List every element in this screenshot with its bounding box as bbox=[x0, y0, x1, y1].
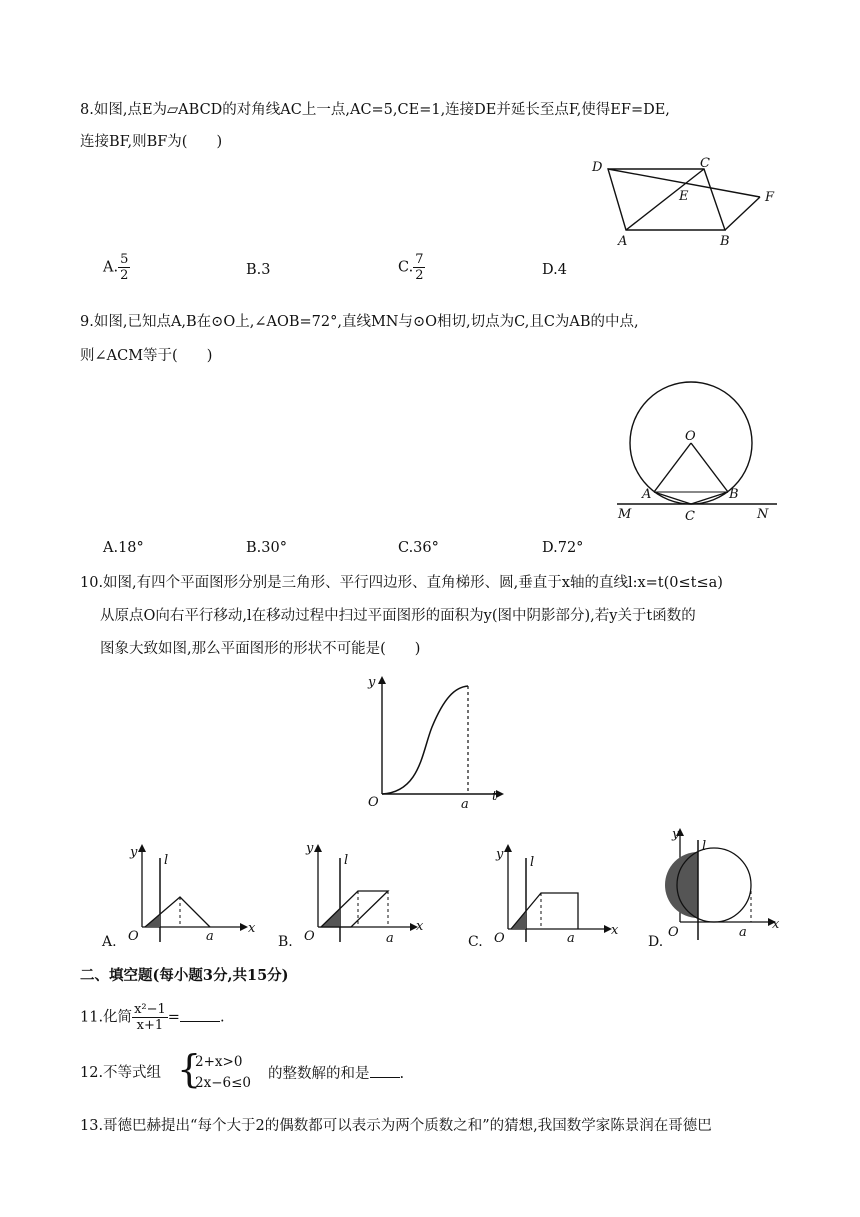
q8-line1: 8.如图,点E为▱ABCD的对角线AC上一点,AC=5,CE=1,连接DE并延长至点F,使得EF=DE, bbox=[80, 102, 670, 118]
q10-a-label-O: O bbox=[128, 929, 139, 944]
q10-graph-label-a: a bbox=[461, 797, 469, 812]
q10-option-a-triangle bbox=[100, 838, 260, 953]
q10-option-a-label: A. bbox=[102, 934, 117, 950]
q10-graph-label-O: O bbox=[368, 795, 379, 810]
q8-label-C: C bbox=[700, 156, 710, 171]
q10-option-b-label: B. bbox=[278, 934, 293, 950]
q8-option-a: A. $\frac{5}{2}$ bbox=[103, 252, 129, 283]
q10-a-label-x: x bbox=[248, 921, 256, 936]
q10-line2: 从原点O向右平行移动,l在移动过程中扫过平面图形的面积为y(图中阴影部分),若y关于t函数的 bbox=[100, 608, 696, 624]
q10-c-label-y: y bbox=[496, 847, 504, 862]
q10-d-label-y: y bbox=[672, 827, 680, 842]
q9-label-B: B bbox=[729, 487, 739, 502]
q9-option-b: B.30° bbox=[246, 540, 287, 556]
q11-fraction: $\frac{\text{x²−1}}{x+1}$ bbox=[134, 1002, 166, 1033]
q10-option-b-parallelogram bbox=[276, 838, 426, 953]
q12-ineq2: 2x−6≤0 bbox=[195, 1075, 252, 1091]
q10-d-label-O: O bbox=[668, 925, 679, 940]
q9-label-O: O bbox=[685, 429, 696, 444]
q9-option-d: D.72° bbox=[542, 540, 584, 556]
q10-a-label-l: l bbox=[164, 853, 169, 868]
q8-option-d: D.4 bbox=[542, 262, 567, 278]
q12-ineq1: 2+x>0 bbox=[195, 1054, 243, 1070]
q8-line2: 连接BF,则BF为( ) bbox=[80, 134, 223, 150]
q9-label-A: A bbox=[642, 487, 652, 502]
q9-label-M: M bbox=[618, 507, 632, 522]
q10-option-c-label: C. bbox=[468, 934, 483, 950]
q8-label-F: F bbox=[765, 190, 775, 205]
q9-circle-figure bbox=[612, 380, 782, 525]
q9-line1: 9.如图,已知点A,B在⊙O上,∠AOB=72°,直线MN与⊙O相切,切点为C,且C为AB的中点, bbox=[80, 314, 639, 330]
q12-answer-blank[interactable] bbox=[370, 1063, 400, 1078]
q11: 11.化简 $\frac{\text{x²−1}}{x+1}$ = . bbox=[80, 1002, 225, 1033]
q10-option-d-label: D. bbox=[648, 934, 664, 950]
q10-line1: 10.如图,有四个平面图形分别是三角形、平行四边形、直角梯形、圆,垂直于x轴的直线l:x=t(0≤t≤a) bbox=[80, 575, 723, 591]
q10-a-label-y: y bbox=[130, 845, 138, 860]
q9-option-c: C.36° bbox=[398, 540, 439, 556]
q10-c-label-O: O bbox=[494, 931, 505, 946]
q10-c-label-l: l bbox=[530, 855, 535, 870]
q9-option-a: A.18° bbox=[103, 540, 144, 556]
q10-b-label-y: y bbox=[306, 841, 314, 856]
q10-d-label-l: l bbox=[702, 839, 707, 854]
q10-option-d-circle bbox=[646, 822, 796, 952]
q10-c-label-x: x bbox=[611, 923, 619, 938]
q8-option-b: B.3 bbox=[246, 262, 271, 278]
q10-b-label-O: O bbox=[304, 929, 315, 944]
q10-b-label-x: x bbox=[416, 919, 424, 934]
q8-label-B: B bbox=[720, 234, 730, 249]
q12-suffix-line: 的整数解的和是 . bbox=[268, 1063, 404, 1084]
q12-prefix: 12.不等式组 bbox=[80, 1065, 162, 1081]
q8-option-c: C. $\frac{7}{2}$ bbox=[398, 252, 424, 283]
q11-answer-blank[interactable] bbox=[180, 1007, 220, 1022]
q10-line3: 图象大致如图,那么平面图形的形状不可能是( ) bbox=[100, 641, 421, 657]
section-2-title: 二、填空题(每小题3分,共15分) bbox=[80, 967, 289, 984]
q10-b-label-l: l bbox=[344, 853, 349, 868]
q13-line1: 13.哥德巴赫提出“每个大于2的偶数都可以表示为两个质数之和”的猜想,我国数学家陈景润在哥德巴 bbox=[80, 1118, 712, 1134]
q10-d-label-x: x bbox=[772, 917, 780, 932]
q10-c-label-a: a bbox=[567, 931, 575, 946]
q9-label-N: N bbox=[757, 507, 769, 522]
q8-parallelogram-figure bbox=[580, 155, 790, 255]
q9-line2: 则∠ACM等于( ) bbox=[80, 348, 213, 364]
q8-label-E: E bbox=[679, 189, 689, 204]
q10-option-c-trapezoid bbox=[466, 838, 626, 953]
q11-prefix: 11.化简 bbox=[80, 1009, 133, 1026]
q8-label-A: A bbox=[618, 234, 628, 249]
q10-function-graph bbox=[360, 672, 510, 812]
q10-graph-label-t: t bbox=[492, 789, 498, 804]
q9-label-C: C bbox=[685, 509, 695, 524]
q12-suffix: 的整数解的和是 bbox=[268, 1066, 370, 1082]
q11-suffix: = bbox=[167, 1009, 180, 1026]
q8-label-D: D bbox=[592, 160, 603, 175]
q12-brace: { bbox=[177, 1047, 202, 1091]
q10-graph-label-y: y bbox=[368, 675, 376, 690]
q10-b-label-a: a bbox=[386, 931, 394, 946]
q10-a-label-a: a bbox=[206, 929, 214, 944]
q10-d-label-a: a bbox=[739, 925, 747, 940]
